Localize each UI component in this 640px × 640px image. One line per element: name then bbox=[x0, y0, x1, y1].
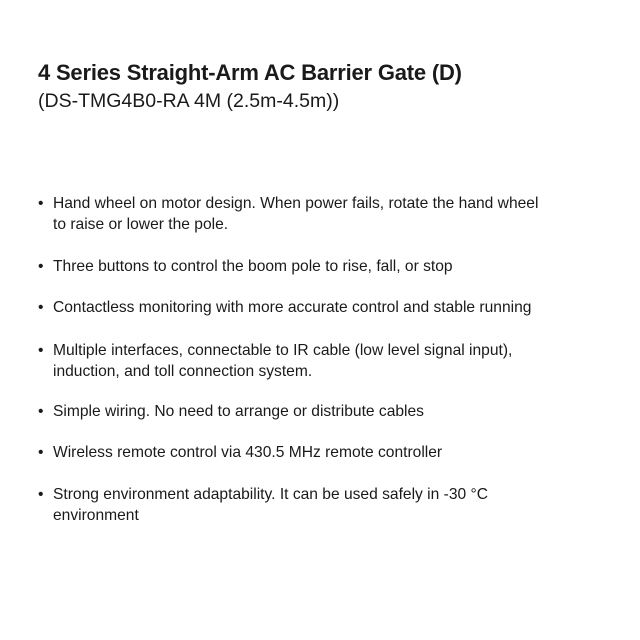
feature-text: Multiple interfaces, connectable to IR cable (low level signal input), bbox=[53, 342, 513, 359]
bullet-icon: • bbox=[38, 342, 44, 359]
feature-text: environment bbox=[53, 507, 139, 524]
feature-item bbox=[38, 256, 453, 277]
feature-text: to raise or lower the pole. bbox=[53, 216, 229, 233]
bullet-icon: • bbox=[38, 195, 44, 212]
feature-item bbox=[38, 340, 512, 382]
feature-text: Contactless monitoring with more accurate control and stable running bbox=[53, 299, 532, 316]
product-model: (DS-TMG4B0-RA 4M (2.5m-4.5m)) bbox=[38, 90, 340, 112]
bullet-icon: • bbox=[38, 486, 44, 503]
feature-text: induction, and toll connection system. bbox=[53, 363, 313, 380]
product-title: 4 Series Straight-Arm AC Barrier Gate (D) bbox=[38, 60, 462, 85]
feature-item bbox=[38, 193, 538, 235]
feature-item bbox=[38, 442, 442, 463]
feature-text: Strong environment adaptability. It can be used safely in -30 °C bbox=[53, 486, 489, 503]
feature-item bbox=[38, 484, 488, 526]
feature-text: Wireless remote control via 430.5 MHz remote controller bbox=[53, 444, 443, 461]
bullet-icon: • bbox=[38, 299, 44, 316]
feature-text: Simple wiring. No need to arrange or distribute cables bbox=[53, 403, 424, 420]
feature-text: Hand wheel on motor design. When power fails, rotate the hand wheel bbox=[53, 195, 539, 212]
bullet-icon: • bbox=[38, 403, 44, 420]
feature-item bbox=[38, 401, 424, 422]
bullet-icon: • bbox=[38, 258, 44, 275]
bullet-icon: • bbox=[38, 444, 44, 461]
feature-item bbox=[38, 297, 531, 318]
feature-text: Three buttons to control the boom pole to rise, fall, or stop bbox=[53, 258, 453, 275]
